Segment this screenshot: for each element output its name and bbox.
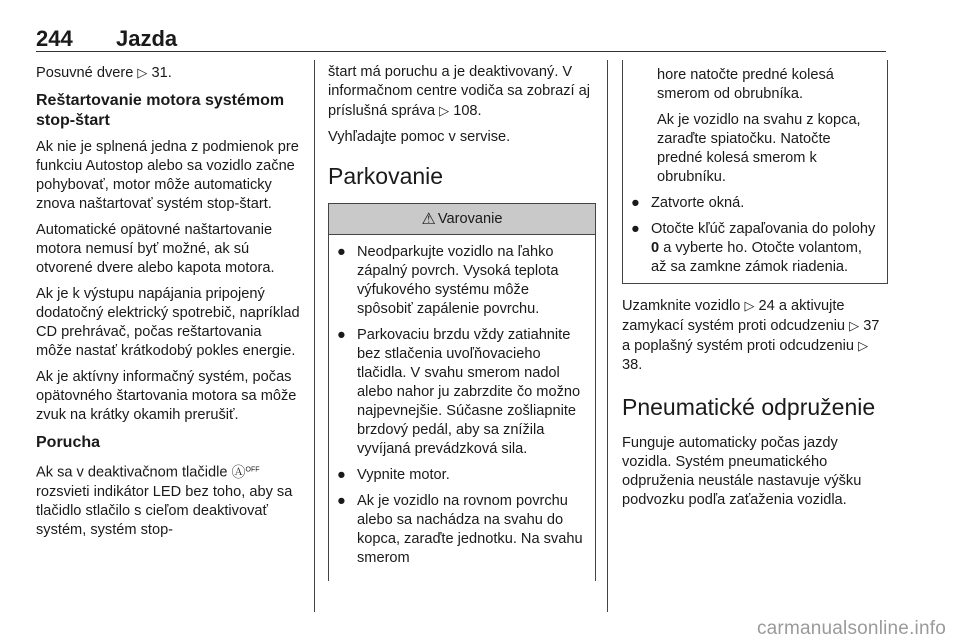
column-1 — [36, 63, 300, 547]
warning-icon: ⚠ — [421, 211, 436, 228]
paragraph: štart má poruchu a je deaktivovaný. V informačnom centre vodiča sa zobrazí aj príslušná správa ▷ 108. — [328, 64, 590, 119]
paragraph: Vyhľadajte pomoc v servise. — [328, 129, 511, 145]
warning-box-continued — [622, 60, 888, 284]
page-number: 244 — [36, 26, 73, 51]
paragraph: Ak je vozidlo na svahu z kopca, zaraďte spiatočku. Natočte predné kolesá smerom k obrubníku. — [657, 112, 861, 185]
restart-section-title: Reštartovanie motora systémom stop-štart — [36, 92, 285, 129]
bullet-icon: ● — [631, 195, 640, 211]
page-ref-icon: ▷ — [849, 318, 860, 333]
bullet-icon: ● — [337, 244, 346, 260]
warning-box — [328, 203, 596, 581]
bullet-icon: ● — [631, 221, 640, 237]
header-divider — [36, 51, 886, 52]
paragraph: Ak je k výstupu napájania pripojený dodatočný elektrický spotrebič, napríklad CD prehrávač, počas reštartovania môže nastať krátkodobý pokles energie. — [36, 286, 300, 359]
page-ref-link[interactable]: 108. — [453, 103, 482, 119]
list-item: ● Parkovaciu brzdu vždy zatiahnite bez stlačenia uvoľňovacieho tlačidla. V svahu smerom nadol alebo nahor ju zabrzdite čo možno najpevnejšie. Súčasne zošliapnite brzdový pedál, aby sa znížila vyvíjaná prevádzková sila. — [337, 327, 581, 457]
paragraph: Automatické opätovné naštartovanie motora nemusí byť možné, ak sú otvorené dvere alebo kapota motora. — [36, 222, 275, 276]
list-item: ● Zatvorte okná. — [631, 195, 745, 211]
slide-door-ref-line: Posuvné dvere ▷ 31. — [36, 65, 172, 81]
page-ref-link[interactable]: 37 — [863, 318, 880, 334]
warning-header — [329, 204, 595, 235]
column-2 — [328, 63, 596, 581]
paragraph: Ak sa v deaktivačnom tlačidle Ⓐ$^{OFF}$ rozsvieti indikátor LED bez toho, aby sa tlačidlo stlačilo s cieľom deaktivovať systém, systém stop- — [36, 463, 293, 538]
paragraph: Uzamknite vozidlo ▷ 24 a aktivujte zamykací systém proti odcudzeniu ▷ 37 a poplašný systém proti odcudzeniu ▷ 38. — [622, 298, 880, 373]
parking-chapter-title: Parkovanie — [328, 163, 444, 189]
page-ref-icon: ▷ — [744, 298, 755, 313]
page-ref-icon: ▷ — [439, 103, 450, 118]
chapter-title: Jazda — [116, 26, 178, 51]
warning-title: Varovanie — [437, 211, 503, 227]
list-item: ● Neodparkujte vozidlo na ľahko zápalný povrch. Vysoká teplota výfukového systému môže spôsobiť zapálenie povrchu. — [337, 244, 559, 317]
column-divider-2 — [607, 60, 608, 612]
page-ref-link[interactable]: 24 — [758, 298, 775, 314]
watermark: carmanualsonline.info — [756, 618, 946, 639]
paragraph: Ak je aktívny informačný systém, počas opätovného štartovania motora sa môže zvuk na krátky okamih prerušiť. — [36, 369, 297, 423]
bullet-icon: ● — [337, 327, 346, 343]
page-header — [36, 26, 886, 52]
paragraph: hore natočte predné kolesá smerom od obrubníka. — [657, 67, 834, 102]
page-ref-icon: ▷ — [137, 65, 148, 80]
list-item: ● Otočte kľúč zapaľovania do polohy 0 a vyberte ho. Otočte volantom, až sa zamkne zámok riadenia. — [631, 221, 876, 275]
column-3 — [622, 60, 888, 517]
list-item: ● Ak je vozidlo na rovnom povrchu alebo sa nachádza na svahu do kopca, zaraďte jednotku. Na svahu smerom — [337, 493, 583, 566]
fault-section-title: Porucha — [36, 434, 101, 451]
autostop-off-icon: Ⓐ$^{OFF}$ — [231, 463, 260, 480]
page-ref-link[interactable]: 31. — [151, 65, 172, 81]
warning-body — [329, 235, 595, 581]
air-suspension-chapter-title: Pneumatické odpruženie — [622, 394, 876, 420]
column-divider-1 — [314, 60, 315, 612]
paragraph: Funguje automaticky počas jazdy vozidla. Systém pneumatického odpruženia neustále nastavuje výšku podvozku podľa zaťaženia vozidla. — [622, 435, 862, 508]
paragraph: Ak nie je splnená jedna z podmienok pre funkciu Autostop alebo sa vozidlo začne pohybovať, motor môže automaticky znova naštartovať systém stop-štart. — [36, 139, 299, 212]
list-item: ● Vypnite motor. — [337, 467, 450, 483]
page-ref-icon: ▷ — [858, 338, 869, 353]
bullet-icon: ● — [337, 467, 346, 483]
page-ref-link[interactable]: 38. — [622, 357, 643, 373]
bullet-icon: ● — [337, 493, 346, 509]
